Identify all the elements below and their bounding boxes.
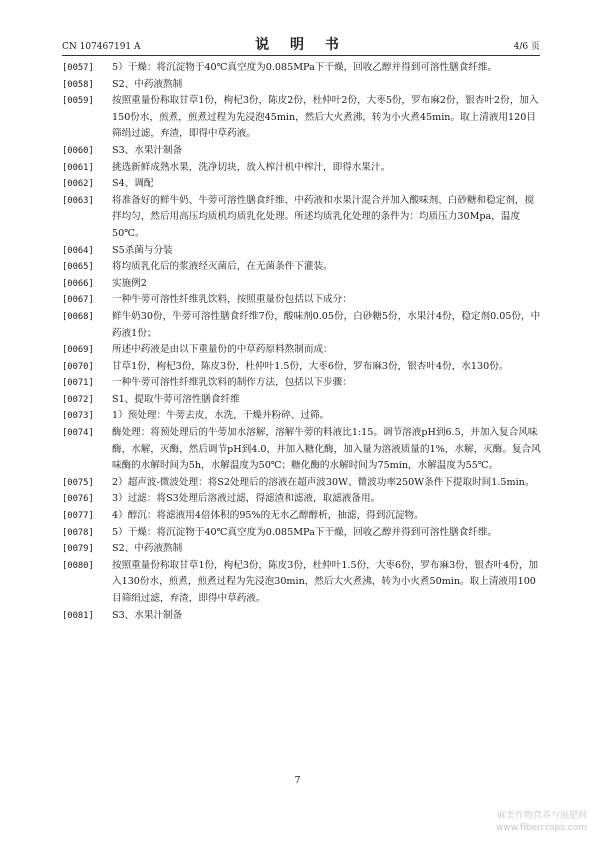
paragraph bbox=[62, 259, 541, 276]
watermark-url: www.fibercrops.com bbox=[496, 823, 587, 833]
paragraph-number: [0079] bbox=[62, 544, 94, 555]
paragraph bbox=[62, 143, 541, 160]
paragraph-number: [0081] bbox=[62, 610, 94, 621]
page-info: 4/6 页 bbox=[513, 42, 540, 52]
paragraph-text: 按照重量份称取甘草1份，枸杞3份，陈皮3份，杜仲叶1.5份，大枣6份，罗布麻3份，银杏叶4份，加入130份水，煎煮，煎煮过程为先浸泡30min，然后大火煮沸，转为小火煮50min。取上清液用100目筛绢过滤，弃渣，即得中草药液。 bbox=[112, 559, 539, 604]
paragraph bbox=[62, 541, 541, 558]
paragraph bbox=[62, 375, 541, 392]
paragraph-text: 酶处理：将预处理后的牛蒡加水溶解，溶解牛蒡的料液比1:15。调节溶液pH到6.5，并加入复合风味酶，水解，灭酶，然后调节pH到4.0，并加入糖化酶，加入量为溶液质量的1%，水解，灭酶。复合风味酶的水解时间为5h，水解温度为50℃；糖化酶的水解时间为75min，水解温度为55℃。 bbox=[112, 427, 541, 472]
paragraph-number: [0067] bbox=[62, 295, 94, 306]
paragraph-number: [0068] bbox=[62, 311, 94, 322]
paragraph-number: [0065] bbox=[62, 262, 94, 273]
paragraph bbox=[62, 60, 541, 77]
paragraph-number: [0059] bbox=[62, 96, 94, 107]
paragraph-text: 2）超声波-微波处理：将S2处理后的溶液在超声波30W、微波功率250W条件下提取时间1.5min。 bbox=[112, 476, 535, 488]
patent-number: CN 107467191 A bbox=[62, 42, 141, 52]
paragraph-text: S2、中药液熬制 bbox=[112, 78, 183, 90]
paragraph-text: 3）过滤：将S3处理后溶液过滤，得滤渣和滤液，取滤液备用。 bbox=[112, 493, 381, 505]
paragraph bbox=[62, 342, 541, 359]
paragraph-text: 一种牛蒡可溶性纤维乳饮料，按照重量份包括以下成分： bbox=[112, 294, 352, 306]
paragraph-number: [0075] bbox=[62, 477, 94, 488]
paragraph-text: 鲜牛奶30份，牛蒡可溶性膳食纤维7份，酸味剂0.05份，白砂糖5份，水果汁4份，稳定剂0.05份，中药液1份； bbox=[112, 310, 541, 339]
paragraph bbox=[62, 292, 541, 309]
paragraph-number: [0060] bbox=[62, 145, 94, 156]
paragraph-text: 一种牛蒡可溶性纤维乳饮料的制作方法，包括以下步骤： bbox=[112, 377, 352, 389]
paragraph-text: 1）预处理：牛蒡去皮，水洗，干燥并粉碎、过筛。 bbox=[112, 410, 330, 422]
paragraph-number: [0076] bbox=[62, 494, 94, 505]
paragraph-text: S2、中药液熬制 bbox=[112, 543, 183, 555]
paragraph bbox=[62, 425, 541, 475]
paragraph-text: 5）干燥：将沉淀物于40℃真空度为0.085MPa下干燥，回收乙醇并得到可溶性膳食纤维。 bbox=[112, 62, 498, 73]
paragraph bbox=[62, 160, 541, 177]
paragraph bbox=[62, 475, 541, 492]
paragraph bbox=[62, 608, 541, 625]
page-number: 7 bbox=[294, 775, 301, 786]
paragraph-text: 将均质乳化后的浆液经灭菌后，在无菌条件下灌装。 bbox=[112, 261, 333, 273]
paragraph bbox=[62, 508, 541, 525]
paragraph-text: S3、水果汁制备 bbox=[112, 609, 183, 621]
paragraph bbox=[62, 193, 541, 243]
paragraph-text: 挑选新鲜成熟水果，洗净切块，放入榨汁机中榨汁，即得水果汁。 bbox=[112, 161, 391, 173]
paragraph-text: 5）干燥：将沉淀物于40℃真空度为0.085MPa下干燥，回收乙醇并得到可溶性膳食纤维。 bbox=[112, 526, 498, 538]
paragraph-number: [0058] bbox=[62, 79, 94, 90]
paragraph-text: S5杀菌与分装 bbox=[112, 244, 173, 256]
paragraph-number: [0080] bbox=[62, 560, 94, 571]
paragraph bbox=[62, 276, 541, 293]
paragraph bbox=[62, 392, 541, 409]
paragraph-number: [0066] bbox=[62, 278, 94, 289]
page-header bbox=[62, 34, 540, 54]
document-title: 说 明 书 bbox=[255, 37, 347, 53]
paragraph-number: [0062] bbox=[62, 179, 94, 190]
paragraph bbox=[62, 558, 541, 608]
paragraph-number: [0078] bbox=[62, 527, 94, 538]
watermark bbox=[496, 810, 587, 834]
paragraph-number: [0072] bbox=[62, 394, 94, 405]
paragraph-number: [0069] bbox=[62, 345, 94, 356]
paragraph-number: [0057] bbox=[62, 63, 94, 73]
paragraph bbox=[62, 309, 541, 342]
paragraph-text: 实施例2 bbox=[112, 277, 147, 289]
header-rule bbox=[62, 55, 540, 56]
paragraph-number: [0061] bbox=[62, 162, 94, 173]
paragraph bbox=[62, 176, 541, 193]
paragraph bbox=[62, 243, 541, 260]
paragraph-number: [0074] bbox=[62, 428, 94, 439]
paragraph-text: 将准备好的鲜牛奶、牛蒡可溶性膳食纤维、中药液和水果汁混合并加入酸味剂、白砂糖和稳定剂，搅拌均匀，然后用高压均质机均质乳化处理。所述均质乳化处理的条件为：均质压力30Mpa，温度50℃。 bbox=[112, 194, 535, 239]
paragraph bbox=[62, 408, 541, 425]
paragraph-number: [0071] bbox=[62, 378, 94, 389]
paragraph-text: S3、水果汁制备 bbox=[112, 144, 183, 156]
paragraph-number: [0070] bbox=[62, 361, 94, 372]
paragraph-number: [0077] bbox=[62, 511, 94, 522]
paragraph bbox=[62, 491, 541, 508]
paragraph-text: S4、调配 bbox=[112, 178, 154, 190]
paragraph bbox=[62, 359, 541, 376]
description-body bbox=[62, 60, 541, 624]
paragraph bbox=[62, 93, 541, 143]
watermark-site-name: 麻类作物营养与施肥网 bbox=[496, 811, 587, 821]
paragraph bbox=[62, 77, 541, 94]
paragraph-text: 甘草1份，枸杞3份，陈皮3份，杜仲叶1.5份，大枣6份，罗布麻3份，银杏叶4份，水130份。 bbox=[112, 360, 509, 372]
paragraph bbox=[62, 525, 541, 542]
paragraph-number: [0064] bbox=[62, 245, 94, 256]
paragraph-text: 4）醇沉：将滤液用4倍体积的95%的无水乙醇醇析，抽滤，得到沉淀物。 bbox=[112, 510, 424, 522]
paragraph-text: S1、提取牛蒡可溶性膳食纤维 bbox=[112, 393, 240, 405]
paragraph-text: 按照重量份称取甘草1份，枸杞3份，陈皮2份，杜仲叶2份，大枣5份，罗布麻2份，银杏叶2份，加入150份水，煎煮，煎煮过程为先浸泡45min，然后大火煮沸，转为小火煮45min。取上清液用120目筛绢过滤，弃渣，即得中草药液。 bbox=[112, 95, 539, 140]
paragraph-number: [0063] bbox=[62, 195, 94, 206]
paragraph-number: [0073] bbox=[62, 411, 94, 422]
paragraph-text: 所述中药液是由以下重量份的中草药原料熬制而成： bbox=[112, 344, 333, 356]
